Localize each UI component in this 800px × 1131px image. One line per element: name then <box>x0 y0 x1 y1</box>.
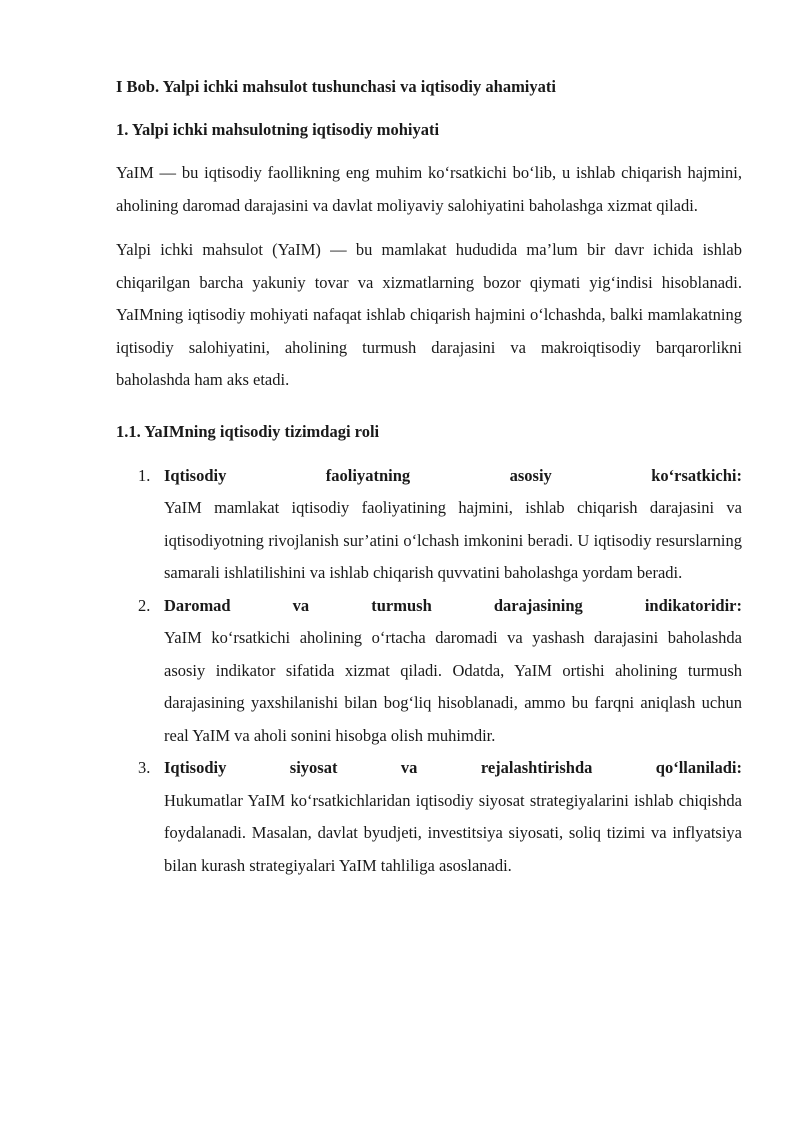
list-item-body: YaIM ko‘rsatkichi aholining o‘rtacha daromadi va yashash darajasini baholashda asosiy indikator sifatida xizmat qiladi. Odatda, YaIM ortishi aholining turmush darajasining yaxshilanishi bilan bog‘liq hisoblanadi, ammo bu farqni aniqlash uchun real YaIM va aholi sonini hisobga olish muhimdir. <box>164 628 742 745</box>
list-item-number: 1. <box>138 465 151 485</box>
paragraph: Yalpi ichki mahsulot (YaIM) — bu mamlakat hududida ma’lum bir davr ichida ishlab chiqarilgan barcha yakuniy tovar va xizmatlarning bozor qiymati yig‘indisi hisoblanadi. YaIMning iqtisodiy mohiyati nafaqat ishlab chiqarish hajmini o‘lchashda, balki mamlakatning iqtisodiy salohiyatini, aholining turmush darajasini va makroiqtisodiy barqarorlikni baholashda ham aks etadi. <box>116 240 742 389</box>
subsection-title: 1.1. YaIMning iqtisodiy tizimdagi roli <box>116 421 380 441</box>
paragraph: YaIM — bu iqtisodiy faollikning eng muhim ko‘rsatkichi bo‘lib, u ishlab chiqarish hajmini, aholining daromad darajasini va davlat moliyaviy salohiyatini baholashga xizmat qiladi. <box>116 163 742 215</box>
list-item-number: 3. <box>138 758 151 777</box>
list-item-number: 2. <box>138 595 151 615</box>
section-title: 1. Yalpi ichki mahsulotning iqtisodiy mohiyati <box>116 120 440 139</box>
list-item-title: Iqtisodiy siyosat va rejalashtirishda qo‘llaniladi: <box>164 758 742 777</box>
list-item <box>116 752 742 882</box>
list-item-title: Daromad va turmush darajasining indikatoridir: <box>164 595 742 615</box>
list-item-body: Hukumatlar YaIM ko‘rsatkichlaridan iqtisodiy siyosat strategiyalarini ishlab chiqishda foydalanadi. Masalan, davlat byudjeti, investitsiya siyosati, soliq tizimi va inflyatsiya bilan kurash strategiyalari YaIM tahliliga asoslanadi. <box>164 790 742 875</box>
list-item <box>116 590 742 753</box>
list-item <box>116 460 742 590</box>
chapter-title: I Bob. Yalpi ichki mahsulot tushunchasi va iqtisodiy ahamiyati <box>116 77 556 96</box>
list-item-body: YaIM mamlakat iqtisodiy faoliyatining hajmini, ishlab chiqarish darajasini va iqtisodiyotning rivojlanish sur’atini o‘lchash imkonini beradi. U iqtisodiy resurslarning samarali ishlatilishini va ishlab chiqarish quvvatini baholashga yordam beradi. <box>164 498 742 582</box>
numbered-list <box>116 460 742 883</box>
list-item-title: Iqtisodiy faoliyatning asosiy ko‘rsatkichi: <box>164 465 742 485</box>
document-page <box>116 72 742 882</box>
